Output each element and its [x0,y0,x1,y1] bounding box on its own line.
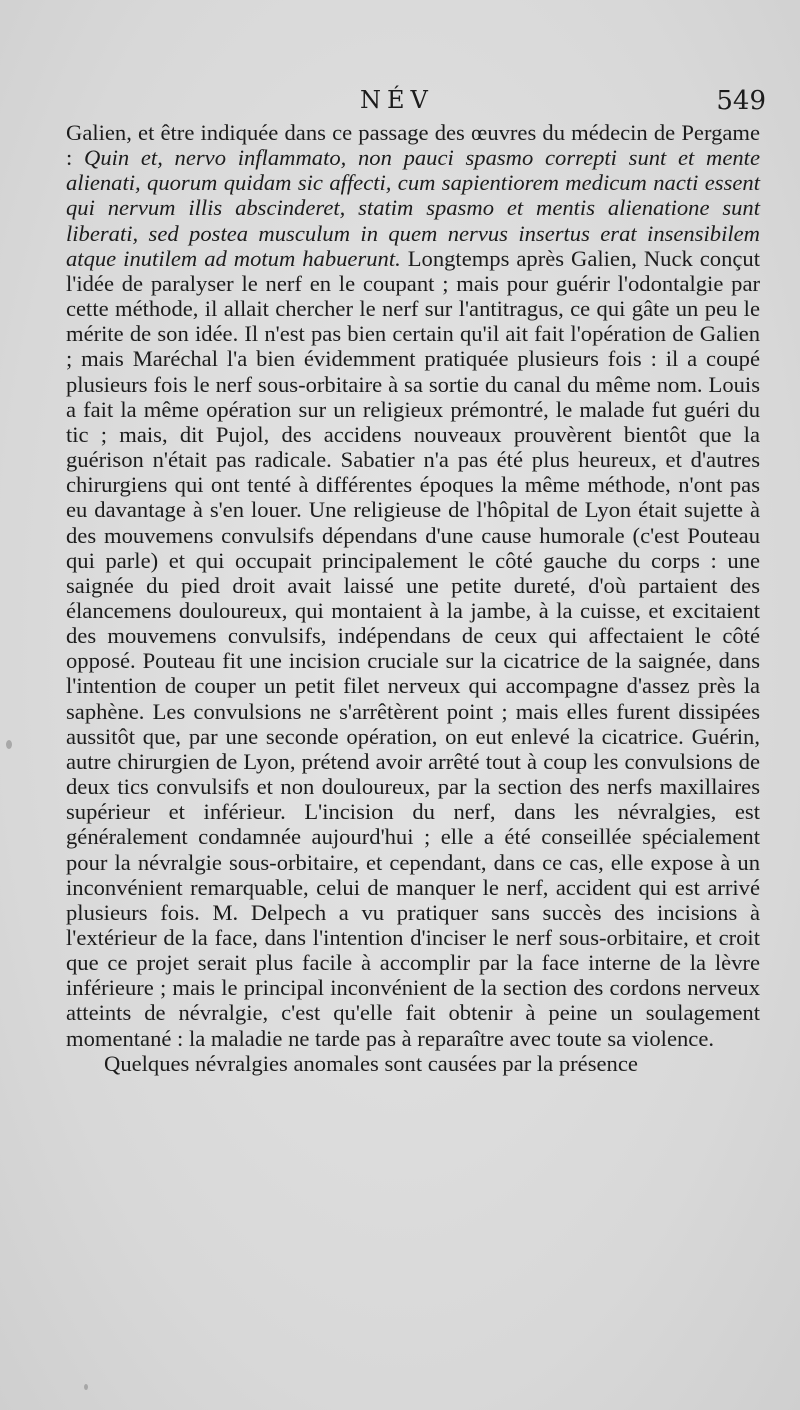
paragraph [66,120,760,1051]
paragraph-text: Galien, et être indiquée dans ce passage des œuvres du médecin de Pergame : [66,120,760,171]
paragraph [66,1051,760,1076]
page-header [0,86,800,122]
paper-speck [6,740,12,749]
paper-speck [84,1384,88,1390]
paragraph-text: Quelques névralgies anomales sont causées par la présence [104,1050,638,1076]
latin-quotation: Quin et, nervo inflammato, non pauci spasmo correpti sunt et mente alienati, quorum quidam sic affecti, cum sapientiorem medicum nacti essent qui nervum illis abscinderet, statim spasmo et mentis alienatione sunt liberati, sed postea musculum in quem nervus insertus erat insensibilem atque inutilem ad motum habuerunt. [66,145,760,271]
page-number: 549 [716,86,766,116]
paragraph-text: Longtemps après Galien, Nuck conçut l'idée de paralyser le nerf en le coupant ; mais pour guérir l'odontalgie par cette méthode, il allait chercher le nerf sur l'antitragus, ce qui gâte un peu le mérite de son idée. Il n'est pas bien certain qu'il ait fait l'opération de Galien ; mais Maréchal l'a bien évidemment pratiquée plusieurs fois : il a coupé plusieurs fois le nerf sous-orbitaire à sa sortie du canal du même nom. Louis a fait la même opération sur un religieux prémontré, le malade fut guéri du tic ; mais, dit Pujol, des accidens nouveaux prouvèrent bientôt que la guérison n'était pas radicale. Sabatier n'a pas été plus heureux, et d'autres chirurgiens qui ont tenté à différentes époques la même méthode, n'ont pas eu davantage à s'en louer. Une religieuse de l'hôpital de Lyon était sujette à des mouvemens convulsifs dépendans d'une cause humorale (c'est Pouteau qui parle) et qui occupait principalement le côté gauche du corps : une saignée du pied droit avait laissé une petite dureté, d'où partaient des élancemens douloureux, qui montaient à la jambe, à la cuisse, et excitaient des mouvemens convulsifs, indépendans de ceux qui affectaient le côté opposé. Pouteau fit une incision cruciale sur la cicatrice de la saignée, dans l'intention de couper un petit filet nerveux qui accompagne d'assez près la saphène. Les convulsions ne s'arrêtèrent point ; mais elles furent dissipées aussitôt que, par une seconde opération, on eut enlevé la cicatrice. Guérin, autre chirurgien de Lyon, prétend avoir arrêté tout à coup les convulsions de deux tics convulsifs et non douloureux, par la section des nerfs maxillaires supérieur et inférieur. L'incision du nerf, dans les névralgies, est généralement condamnée aujourd'hui ; elle a été conseillée spécialement pour la névralgie sous-orbitaire, et cependant, dans ce cas, elle expose à un inconvénient remarquable, celui de manquer le nerf, accident qui est arrivé plusieurs fois. M. Delpech a vu pratiquer sans succès des incisions à l'extérieur de la face, dans l'intention d'inciser le nerf sous-orbitaire, et croit que ce projet serait plus facile à accomplir par la face interne de la lèvre inférieure ; mais le principal inconvénient de la section des cordons nerveux atteints de névralgie, c'est qu'elle fait obtenir à peine un soulagement momentané : la maladie ne tarde pas à reparaître avec toute sa violence. [66,245,760,1051]
body-text [66,120,760,1076]
running-head: NÉV [360,86,434,114]
